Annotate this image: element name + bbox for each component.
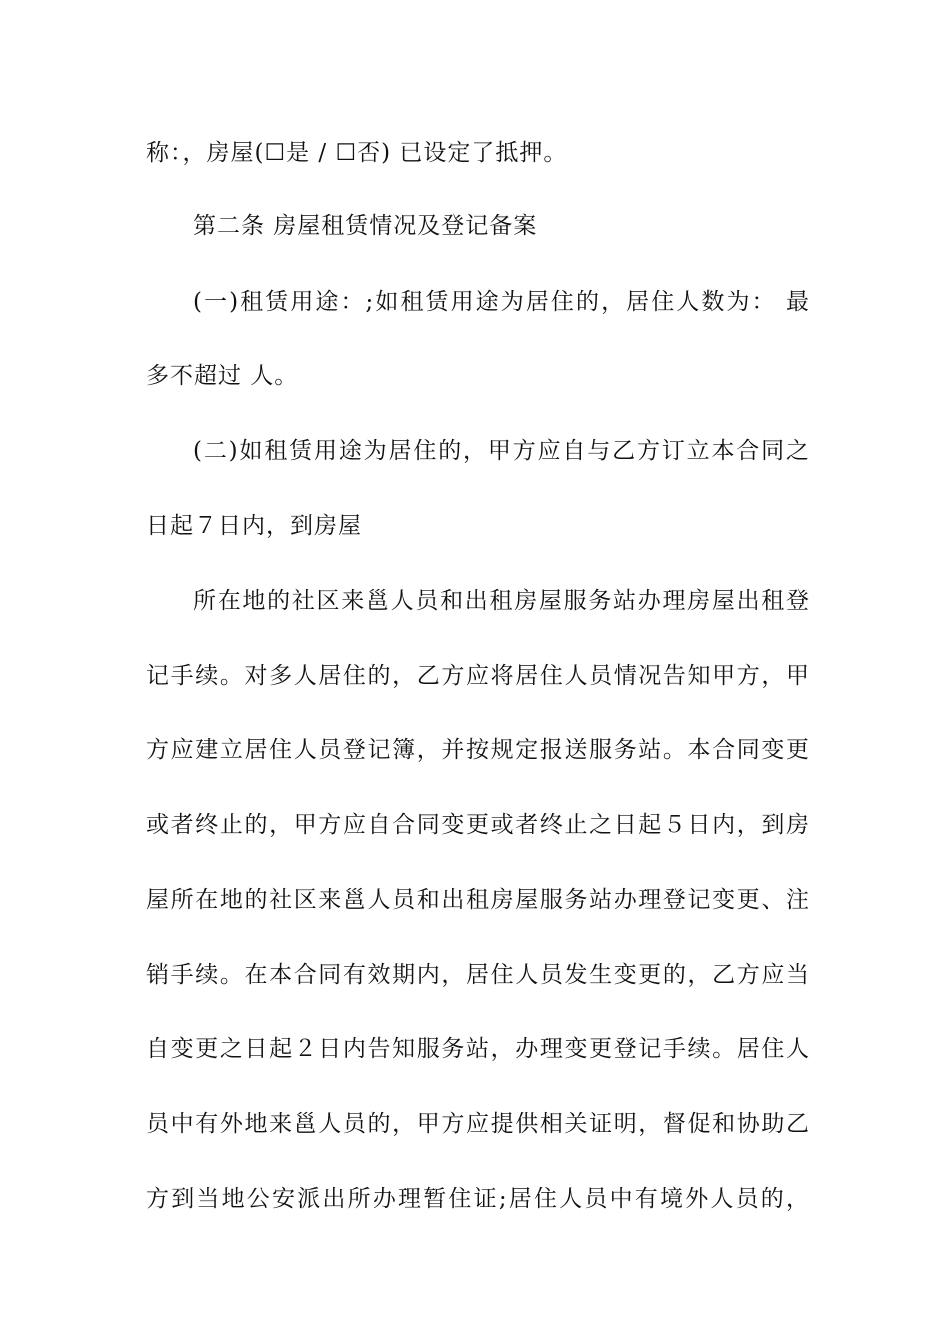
- text-line-3: (一)租赁用途：;如租赁用途为居住的，居住人数为： 最: [193, 289, 810, 315]
- text-line-11: 屋所在地的社区来邕人员和出租房屋服务站办理登记变更、注: [146, 887, 810, 913]
- text-line-9: 方应建立居住人员登记簿，并按规定报送服务站。本合同变更: [146, 737, 810, 763]
- text-line-15: 方到当地公安派出所办理暂住证;居住人员中有境外人员的，: [146, 1186, 810, 1212]
- text-line-14: 员中有外地来邕人员的，甲方应提供相关证明，督促和协助乙: [146, 1111, 810, 1137]
- text-line-7: 所在地的社区来邕人员和出租房屋服务站办理房屋出租登: [193, 588, 810, 614]
- text-line-5: (二)如租赁用途为居住的，甲方应自与乙方订立本合同之: [193, 438, 810, 464]
- text-line-13: 自变更之日起２日内告知服务站，办理变更登记手续。居住人: [146, 1036, 810, 1062]
- text-line-10: 或者终止的，甲方应自合同变更或者终止之日起５日内，到房: [146, 812, 810, 838]
- text-line-8: 记手续。对多人居住的，乙方应将居住人员情况告知甲方，甲: [146, 663, 810, 689]
- section-heading-article-2: 第二条 房屋租赁情况及登记备案: [193, 213, 538, 239]
- text-line-6: 日起７日内，到房屋: [146, 513, 362, 539]
- text-line-12: 销手续。在本合同有效期内，居住人员发生变更的，乙方应当: [146, 962, 810, 988]
- text-line-4: 多不超过 人。: [146, 363, 299, 389]
- text-line-1: 称：，房屋(☐是 / ☐否) 已设定了抵押。: [146, 140, 568, 166]
